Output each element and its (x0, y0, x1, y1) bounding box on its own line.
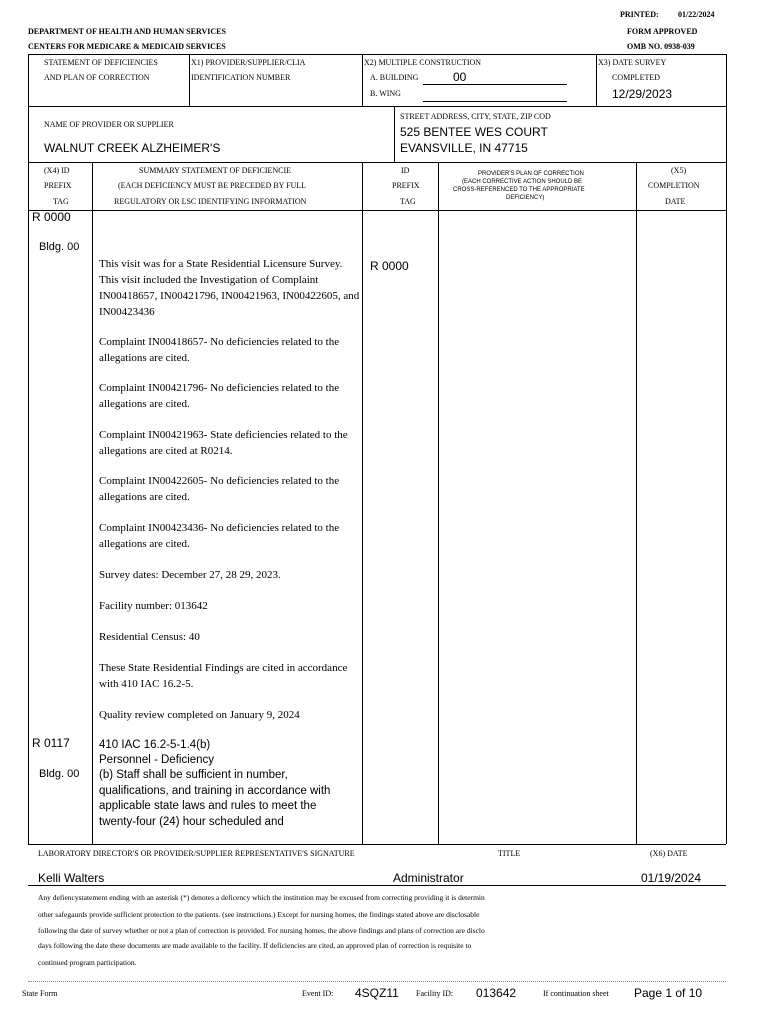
signer-title: Administrator (393, 871, 464, 885)
x1-label: X1) PROVIDER/SUPPLIER/CLIA (191, 58, 306, 67)
rule (726, 54, 727, 844)
rule (394, 106, 395, 162)
rule (28, 844, 726, 845)
date-completed: 12/29/2023 (612, 87, 673, 101)
plan-header-2: (EACH CORRECTIVE ACTION SHOULD BE (462, 179, 583, 185)
plan-header: PROVIDER'S PLAN OF CORRECTION (478, 171, 584, 177)
building-underline (423, 84, 567, 85)
rule (92, 162, 93, 844)
x6-date-label: (X6) DATE (650, 849, 688, 858)
paragraph-complaint-5: Complaint IN00423436- No deficiencies related to the allegations are cited. (99, 522, 340, 550)
r0117-title: Personnel - Deficiency (99, 754, 215, 766)
rule (362, 54, 363, 106)
statement-label: STATEMENT OF DEFICIENCIES (44, 58, 158, 67)
summary-header-3: REGULATORY OR LSC IDENTIFYING INFORMATION (114, 197, 307, 206)
disclaimer-line: days following the date these documents are made available to the facility. If deficiencies are cited, an approved plan of correction is requisite to (38, 941, 472, 950)
statement-label-2: AND PLAN OF CORRECTION (44, 73, 150, 82)
rule (28, 106, 726, 107)
rule (438, 162, 439, 844)
x1-label-2: IDENTIFICATION NUMBER (191, 73, 291, 82)
building-label: A. BUILDING (370, 73, 419, 82)
rule (28, 162, 726, 163)
event-id: 4SQZ11 (355, 986, 399, 1000)
dept-name: DEPARTMENT OF HEALTH AND HUMAN SERVICES (28, 27, 226, 36)
printed-date: 01/22/2024 (678, 10, 715, 19)
address-line-1: 525 BENTEE WES COURT (400, 125, 548, 139)
id-header: ID (401, 166, 410, 175)
address-line-2: EVANSVILLE, IN 47715 (400, 141, 528, 155)
state-form-label: State Form (22, 989, 58, 998)
plan-tag-r0000: R 0000 (370, 259, 409, 273)
disclaimer-line: following the date of survey whether or not a plan of correction is provided. For nursing homes, the above findings and plans of correction are disclo (38, 926, 485, 935)
paragraph-complaint-2: Complaint IN00421796- No deficiencies related to the allegations are cited. (99, 382, 340, 410)
rule (28, 54, 29, 844)
provider-name: WALNUT CREEK ALZHEIMER'S (44, 141, 221, 155)
rule (28, 885, 726, 886)
paragraph-complaint-4: Complaint IN00422605- No deficiencies related to the allegations are cited. (99, 475, 340, 503)
title-label: TITLE (498, 849, 521, 858)
continuation-label: If continuation sheet (543, 989, 609, 998)
rule (28, 210, 726, 211)
disclaimer-line: other safegaurds provide sufficient protection to the patients. (see instructions.) Except for nursing homes, the findings stated above are disclosable (38, 910, 480, 919)
tag-r0000: R 0000 (32, 210, 71, 224)
tag-r0117: R 0117 (32, 736, 70, 750)
x5-header-3: DATE (665, 197, 686, 206)
x5-header-2: COMPLETION (648, 181, 700, 190)
summary-header-2: (EACH DEFICIENCY MUST BE PRECEDED BY FULL (118, 181, 307, 190)
bldg-label-2: Bldg. 00 (39, 768, 80, 780)
wing-label: B. WING (370, 89, 401, 98)
address-label: STREET ADDRESS, CITY, STATE, ZIP COD (400, 112, 551, 121)
paragraph-census: Residential Census: 40 (99, 631, 200, 643)
wing-underline (423, 101, 567, 102)
signature-date: 01/19/2024 (641, 871, 702, 885)
paragraph-findings: These State Residential Findings are cited in accordance with 410 IAC 16.2-5. (99, 662, 348, 690)
paragraph-complaint-3: Complaint IN00421963- State deficiencies related to the allegations are cited at R0214. (99, 429, 348, 457)
paragraph-facility-number: Facility number: 013642 (99, 600, 208, 612)
disclaimer-line: Any defiencystatement ending with an asterisk (*) denotes a deficency which the institution may be excused from correcting providing it is determin (38, 893, 485, 902)
x3-label-2: COMPLETED (612, 73, 660, 82)
footer-rule (28, 981, 726, 982)
plan-header-3: CROSS-REFERENCED TO THE APPROPRIATE (453, 187, 585, 193)
building-value: 00 (453, 70, 467, 84)
x4-header-2: PREFIX (44, 181, 72, 190)
rule (636, 162, 637, 844)
id-header-2: PREFIX (392, 181, 420, 190)
provider-name-label: NAME OF PROVIDER OR SUPPLIER (44, 120, 174, 129)
summary-header: SUMMARY STATEMENT OF DEFICIENCIE (139, 166, 292, 175)
x4-header-3: TAG (53, 197, 69, 206)
paragraph-survey-dates: Survey dates: December 27, 28 29, 2023. (99, 569, 281, 581)
rule (189, 54, 190, 106)
printed-label: PRINTED: (620, 10, 659, 19)
plan-header-4: DEFICIENCY) (506, 195, 545, 201)
paragraph-intro: This visit was for a State Residential Licensure Survey. This visit included the Investigation of Complaint IN00418657, IN00421796, IN00421963, IN00422605, and IN00423436 (99, 258, 360, 318)
page-number: Page 1 of 10 (634, 986, 703, 1000)
form-approved: FORM APPROVED (627, 27, 698, 36)
facility-id-label: Facility ID: (416, 989, 454, 998)
signature-label: LABORATORY DIRECTOR'S OR PROVIDER/SUPPLIER REPRESENTATIVE'S SIGNATURE (38, 849, 355, 858)
signer-name: Kelli Walters (38, 871, 105, 885)
facility-id: 013642 (476, 986, 517, 1000)
disclaimer-line: continued program participation. (38, 958, 137, 967)
bldg-label: Bldg. 00 (39, 241, 80, 253)
x2-label: X2) MULTIPLE CONSTRUCTION (364, 58, 482, 67)
paragraph-complaint-1: Complaint IN00418657- No deficiencies related to the allegations are cited. (99, 336, 340, 364)
event-id-label: Event ID: (302, 989, 334, 998)
r0117-citation: 410 IAC 16.2-5-1.4(b) (99, 739, 211, 751)
paragraph-quality-review: Quality review completed on January 9, 2024 (99, 709, 300, 721)
centers-name: CENTERS FOR MEDICARE & MEDICAID SERVICES (28, 42, 226, 51)
rule (596, 54, 597, 106)
rule (28, 54, 726, 55)
id-header-3: TAG (400, 197, 416, 206)
x5-header: (X5) (671, 166, 687, 175)
x4-header: (X4) ID (44, 166, 70, 175)
omb-number: OMB NO. 0938-039 (627, 42, 695, 51)
r0117-text: (b) Staff shall be sufficient in number, qualifications, and training in accordance with applicable state laws and rules to meet the twenty-four (24) hour scheduled and (99, 769, 331, 828)
x3-label: X3) DATE SURVEY (598, 58, 667, 67)
